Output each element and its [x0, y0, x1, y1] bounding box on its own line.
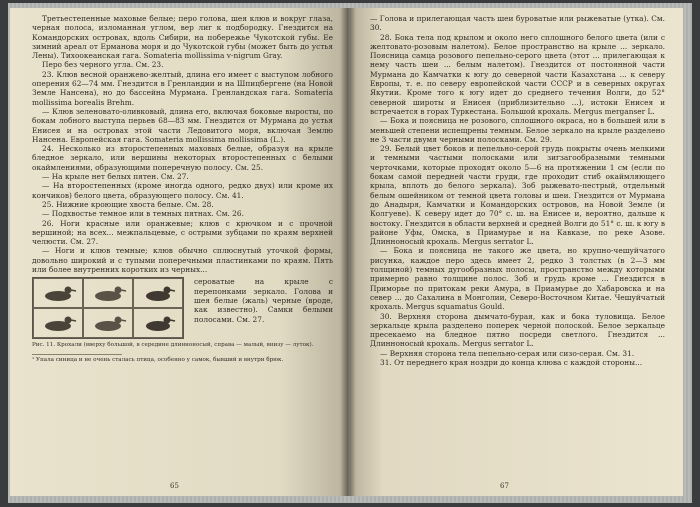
paragraph: 26. Ноги красные или оранжевые; клюв с крючком и с прочной вершиной; на всех... межпальцевые, с острыми зубцами по краям верхней челюсти. См. 27.: [32, 218, 333, 247]
paragraph: 29. Белый цвет боков и пепельно-серой грудь покрыты очень мелкими и темными частыми полосками или зигзагообразными темными черточками, которые проходят около 5—6 на протяжении 1 см (если по бокам самой передней части груди, где проходит стиб окаймляющего крыла, вплоть до белого зеркала). Зоб рыжевато-пестрый, отдельный белым ошейником от темной цвета головы и шеи. Гнездится от Мурмана до Анадыря, Камчатки и Командорских островов, на Новой Земле (и Колгуеве). К северу идет до 70° с. ш. на Енисее и, вероятно, дальше к востоку. Гнездится в области верхней и средней Волги до 51° с. ш. к югу в районе Уфы, Омска, в Приамурье и на Кавказе, по реке Азове. Длинноносый крохаль. Mergus serrator L.: [370, 144, 665, 247]
right-page-text: [370, 14, 665, 367]
duck-drawing: [133, 278, 183, 308]
paragraph: — Бока и поясница не такого же цвета, но крупно-чешуйчатого рисунка, каждое перо здесь имеет 2, редко 3 толстых (в 2—3 мм толщиной) темных дугообразных полосы, пространство между которыми примерно равно толщине полос. Зоб и грудь кроме ... Гнездится в Приморье по притокам реки Амура, в Приамурье до Хабаровска и на север ... до Сахалина в Монголии, Северо-Восточном Китае. Чешуйчатый крохаль. Mergus squamatus Gould.: [370, 246, 665, 312]
duck-drawing: [83, 308, 133, 338]
paragraph: — Ноги и клюв темные; клюв обычно сплюснутый уточкой формы, довольно широкий и с тупыми поперечными пластинками по краям. Пять или более внутренних коротких из черных...: [32, 246, 333, 275]
page-number: 65: [170, 482, 179, 490]
paragraph: 31. От переднего края ноздри до конца клюва с каждой стороны...: [380, 357, 643, 367]
footnote: [32, 354, 284, 364]
paragraph: — На крыле нет белых пятен. См. 27.: [42, 172, 189, 182]
paragraph: 25. Нижние кроющие хвоста белые. См. 28.: [42, 199, 214, 209]
left-page: [10, 8, 347, 496]
duck-figure: [32, 277, 333, 339]
right-page: [350, 8, 683, 496]
duck-drawing: [133, 308, 183, 338]
footnote-text: ¹ Упала синица и не очень сталась птица, особенно у самок, бывший и внутри брюк.: [32, 357, 284, 364]
paragraph: — Голова и прилегающая часть шеи буроватые или рыжеватые (утка). См. 30.: [370, 14, 665, 33]
duck-illustration: [32, 277, 184, 339]
paragraph: Третьестепенные маховые белые; перо голова, шея клюв и вокруг глаза, черная полоса, изломанная углом, вер лиг к подбородку. Гнездится на Командорских островах, вдоль Сибири, на побережье Чукотской губы. Ее зимний ареал от Ерманова моря и до Чукотской губы (может быть до устья Лены). Тихоокеанская гага. Somateria mollissima v-nigrum Gray.: [32, 14, 333, 61]
left-page-text: [32, 14, 333, 274]
paragraph: — Верхняя сторона тела пепельно-серая или сизо-серая. См. 31.: [380, 348, 635, 358]
paragraph: — Подхвостье темное или в темных пятнах. См. 26.: [42, 209, 244, 219]
paragraph: 24. Несколько из второстепенных маховых белые, образуя на крыле бледное зеркало, или вершины некоторых второстепенных с белыми окаймлениями, образующими поперечную полосу. См. 25.: [32, 144, 333, 172]
book-gutter: [340, 8, 356, 496]
paragraph: — Клюв зеленовато-оливковый, длина его, включая боковые выросты, по бокам лобного выступа перьев 68—83 мм. Гнездится от Мурмана до устья Енисея и на островах этой части Ледовитого моря, включая Землю Нансена. Европейская гага. Somateria mollissima mollissima (L.).: [32, 106, 333, 144]
figure-caption: Рис. 11. Крохали (вверху большой, в середине длинноносый, справа — малый, внизу — луток).: [32, 342, 314, 349]
paragraph: — На второстепенных (кроме иногда одного, редко двух) или кроме их кончиков) белого цвета, образующего полосу. См. 41.: [32, 181, 333, 200]
paragraph: Перо без черного угла. См. 23.: [42, 60, 164, 70]
paragraph: 28. Бока тела под крылом и около него сплошного белого цвета (или с желтовато-розовым налетом). Белое пространство на крыле ... зеркало. Поясница самца розового пепельно-серого цвета (этот ... прилегающая к нему часть шеи ... белым налетом). Гнездится от постоянной части Мурмана до Камчатки к югу до северной части Казахстана ... к северу Европы, т. е. по северу европейской части СССР и в северных округах Якутии. Кроме того к югу идет до среднего течения Волги, до 52° северной широты и Енисея (приблизительно ...), истоки Енисея и встречается в горах Туркестана. Большой крохаль. Mergus merganser L.: [370, 32, 665, 116]
duck-drawing: [33, 308, 83, 338]
duck-drawing: [33, 278, 83, 308]
figure-side-text: сероватые на крыле с перепонками зеркало. Голова и шея белые (жаль) черные (вроде, как известно). Самки белыми полосами. См. 27.: [194, 277, 333, 324]
paragraph: — Бока и поясница не розового, сплошного окраса, но в большей или в меньшей степени испещрены темным. Белое зеркало на крыле разделено не 3 части двумя черными полосками. См. 29.: [370, 116, 665, 144]
paragraph: 23. Клюв весной оранжево-желтый, длина его имеет с выступом лобного оперения 62—74 мм. Гнездится в Гренландии и на Шпицбергене (на Новой Земле Нансена), но до бассейна Мурмана. Гренландская гага. Somateria mollissima borealis Brehm.: [32, 69, 333, 107]
page-number: 67: [500, 482, 509, 490]
paragraph: 30. Верхняя сторона дымчато-бурая, как и бока туловища. Белое зеркальце крыла разделено поперек черной полоской. Белое зеркальце пресекаемо на бледное пятно посреди светлого. Гнездится ... Длинноносый крохаль. Mergus serrator L.: [370, 311, 665, 349]
duck-drawing: [83, 278, 133, 308]
